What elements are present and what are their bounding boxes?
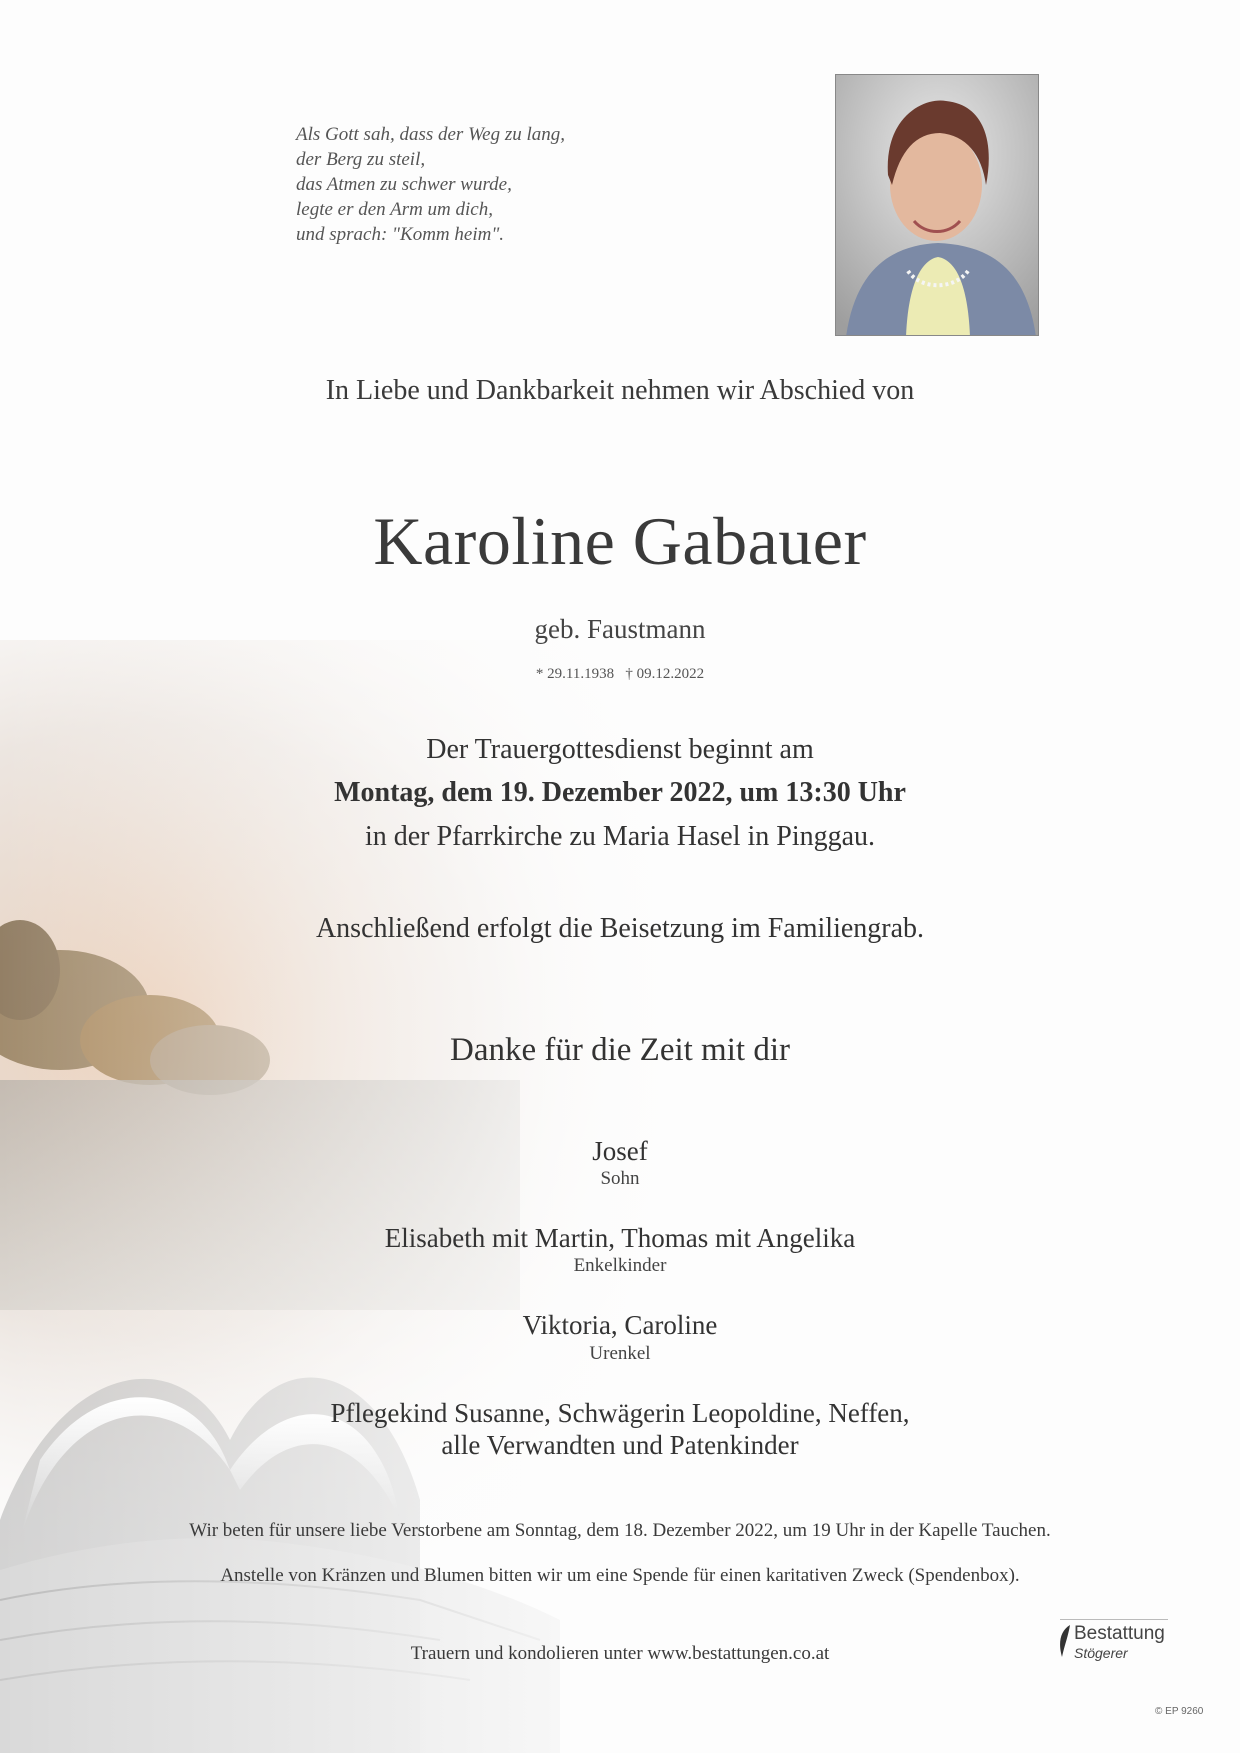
logo-subtitle: Stögerer xyxy=(1074,1645,1128,1661)
mourner-names: Josef xyxy=(592,1136,648,1166)
donation-note: Anstelle von Kränzen und Blumen bitten wir um eine Spende für einen karitativen Zweck (Spendenbox). xyxy=(220,1565,1020,1586)
portrait-photo xyxy=(835,74,1039,336)
service-date: Montag, dem 19. Dezember 2022, um 13:30 Uhr xyxy=(334,777,906,808)
poem-line: und sprach: "Komm heim". xyxy=(296,224,505,245)
feather-icon xyxy=(1058,1623,1072,1659)
poem-line: das Atmen zu schwer wurde, xyxy=(296,174,512,195)
prayer-note: Wir beten für unsere liebe Verstorbene am Sonntag, dem 18. Dezember 2022, um 19 Uhr in der Kapelle Tauchen. xyxy=(189,1520,1051,1541)
deceased-name: Karoline Gabauer xyxy=(373,503,867,579)
print-code: © EP 9260 xyxy=(1155,1706,1204,1717)
intro-text: In Liebe und Dankbarkeit nehmen wir Abschied von xyxy=(325,375,915,406)
poem-line: der Berg zu steil, xyxy=(296,149,426,170)
poem-line: Als Gott sah, dass der Weg zu lang, xyxy=(296,124,566,145)
logo-divider xyxy=(1060,1619,1168,1620)
mourner-names: Viktoria, Caroline xyxy=(522,1310,718,1340)
service-line: Der Trauergottesdienst beginnt am xyxy=(426,734,814,765)
mourner-relation: Urenkel xyxy=(589,1343,651,1364)
other-mourners: alle Verwandten und Patenkinder xyxy=(441,1430,799,1460)
other-mourners: Pflegekind Susanne, Schwägerin Leopoldine, Neffen, xyxy=(330,1398,910,1428)
maiden-name: geb. Faustmann xyxy=(534,614,706,644)
poem xyxy=(296,122,565,247)
logo-title: Bestattung xyxy=(1074,1623,1165,1644)
life-dates: * 29.11.1938 † 09.12.2022 xyxy=(535,666,705,682)
poem-line: legte er den Arm um dich, xyxy=(296,199,493,220)
mourner-relation: Enkelkinder xyxy=(573,1255,667,1276)
mourner-relation: Sohn xyxy=(600,1168,640,1189)
service-location: in der Pfarrkirche zu Maria Hasel in Pinggau. xyxy=(364,821,876,852)
condolence-link[interactable]: Trauern und kondolieren unter www.bestattungen.co.at xyxy=(410,1643,830,1664)
thanks-heading: Danke für die Zeit mit dir xyxy=(450,1032,790,1068)
funeral-home-logo xyxy=(1058,1617,1178,1671)
burial-text: Anschließend erfolgt die Beisetzung im Familiengrab. xyxy=(315,913,925,944)
mourner-names: Elisabeth mit Martin, Thomas mit Angelika xyxy=(384,1223,856,1253)
